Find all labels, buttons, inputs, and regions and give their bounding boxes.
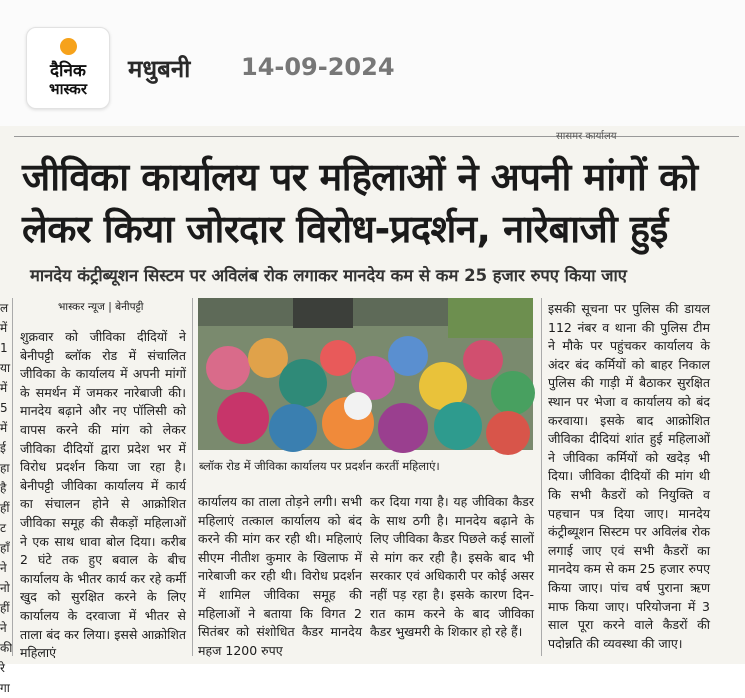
adjacent-column-line: 1 [0, 341, 8, 355]
adjacent-column-line: हा [0, 461, 10, 475]
top-divider [14, 136, 739, 137]
adjacent-column-fragment [0, 298, 13, 695]
adjacent-column-line: है [0, 481, 7, 495]
logo-text-line2: भास्कर [49, 80, 87, 98]
dainik-bhaskar-logo[interactable] [26, 27, 110, 109]
edition-city: मधुबनी [128, 55, 191, 83]
adjacent-column-line: में [0, 421, 8, 435]
column-divider [541, 298, 542, 656]
article-column-3: कर दिया गया है। यह जीविका कैडर के साथ ठगी है। मानदेय बढ़ाने के लिए जीविका कैडर पिछले कई सालों से मांग कर रही है। इसके बाद भी सरकार एवं अधिकारी पर कोई असर नहीं पड़ रहा है। इसके कारण दिन-रात काम करने के बाद जीविका कैडर भुखमरी के शिकार हो रहे हैं। [370, 494, 534, 640]
adjacent-column-line: ने [0, 561, 7, 575]
edition-date: 14-09-2024 [241, 53, 395, 81]
article-column-4: इसकी सूचना पर पुलिस की डायल 112 नंबर व थाना की पुलिस टीम ने मौके पर पहुंचकर कार्यालय के अंदर बंद कर्मियों को बाहर निकाल पुलिस की गाड़ी में बैठाकर सुरक्षित स्थान पर भेजा व कार्यालय को बंद करवाया। इसके बाद आक्रोशित जीविका दीदियां शांत हुई महिलाओं ने जीविका कर्मियों को खदेड़ भी दिया। जीविका दीदियों की मांग थी कि सभी कैडरों को नियुक्ति व पहचान पत्र दिया जाए। मानदेय कंट्रीब्यूशन सिस्टम पर अविलंब रोक लगाई जाए एवं सभी कैडरों का मानदेय कम से कम 25 हजार रुपए किया जाए। पांच वर्ष पुराना ऋण माफ किया जाए। परियोजना में 3 साल पूरा करने वाले कैडरों की पदोन्नति की व्यवस्था की जाए। [548, 301, 710, 651]
adjacent-column-line: ल [0, 301, 9, 315]
adjacent-column-line: या [0, 361, 11, 375]
photo-caption: ब्लॉक रोड में जीविका कार्यालय पर प्रदर्शन करतीं महिलाएं। [199, 459, 440, 473]
logo-text-line1: दैनिक [50, 61, 86, 81]
adjacent-column-line: में [0, 321, 8, 335]
column-divider [192, 298, 193, 656]
column-divider [12, 298, 13, 656]
article-subheadline: मानदेय कंट्रीब्यूशन सिस्टम पर अविलंब रोक लगाकर मानदेय कम से कम 25 हजार रुपए किया जाए [30, 266, 627, 285]
article-headline: जीविका कार्यालय पर महिलाओं ने अपनी मांगों को लेकर किया जोरदार विरोध-प्रदर्शन, नारेबाजी हुई [22, 155, 698, 251]
adjacent-column-line: की [0, 641, 13, 655]
adjacent-column-line: हीं [0, 501, 10, 515]
adjacent-column-line: ने [0, 621, 7, 635]
article-column-1: शुक्रवार को जीविका दीदियों ने बेनीपट्टी ब्लॉक रोड में संचालित जीविका के कार्यालय में अपनी मांगों के समर्थन में जमकर नारेबाजी की। मानदेय बढ़ाने और नए पॉलिसी को वापस करने की मांग को लेकर जीविका दीदियों द्वारा प्रदेश भर में विरोध प्रदर्शन किया जा रहा है। बेनीपट्टी जीविका कार्यालय में कार्य का संचालन होने से आक्रोशित जीविका समूह की सैकड़ों महिलाओं ने एक साथ धावा बोल दिया। करीब 2 घंटे तक हुए बवाल के बीच कार्यालय के भीतर कार्य कर रहे कर्मी खुद को सुरक्षित करने के लिए कार्यालय के दरवाजा में भीतर से ताला बंद कर लिया। इससे आक्रोशित महिलाएं [20, 329, 186, 661]
adjacent-column-line: ट [0, 521, 7, 535]
protest-photo [198, 298, 533, 450]
adjacent-column-line: हाँ [0, 541, 10, 555]
sun-icon [60, 38, 77, 55]
adjacent-column-line: गा [0, 681, 10, 695]
adjacent-column-line: 5 [0, 401, 8, 415]
article-column-2: कार्यालय का ताला तोड़ने लगी। सभी महिलाएं तत्काल कार्यालय को बंद करने की मांग कर रही थी। महिलाएं सीएम नीतीश कुमार के खिलाफ में नारेबाजी कर रही थी। विरोध प्रदर्शन में शामिल जीविका समूह की महिलाओं ने बताया कि विगत 2 सितंबर को संशोधित कैडर मानदेय महज 1200 रुपए [198, 494, 362, 658]
cutoff-text: सासमर कार्यालय [556, 131, 617, 142]
adjacent-column-line: में [0, 381, 8, 395]
adjacent-column-line: नो [0, 581, 10, 595]
adjacent-column-line: हीं [0, 601, 10, 615]
adjacent-column-line: रे [0, 661, 5, 675]
adjacent-column-line: ई [0, 441, 6, 455]
article-byline: भास्कर न्यूज | बेनीपट्टी [58, 301, 144, 313]
app-header [0, 0, 745, 126]
